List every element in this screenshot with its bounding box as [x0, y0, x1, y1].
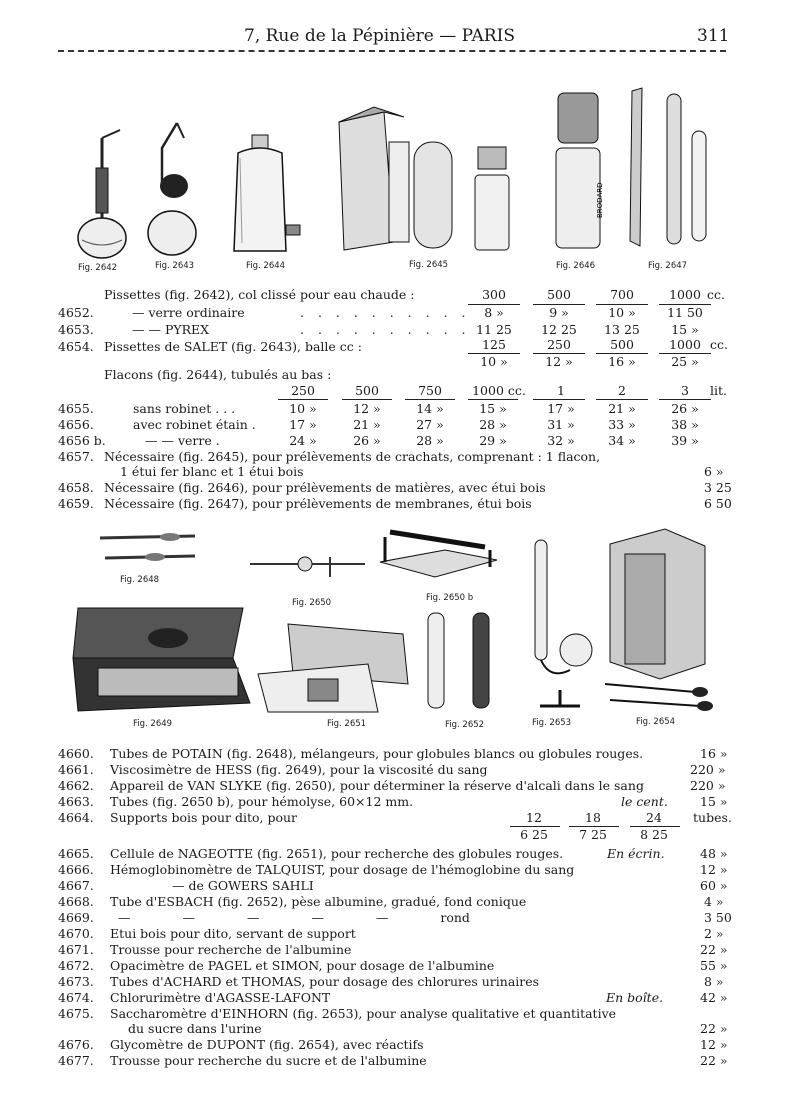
item-text-continued: 1 étui fer blanc et 1 étui bois [120, 464, 304, 479]
illustration-pissette-2643 [142, 118, 202, 258]
price: 32 » [547, 433, 575, 448]
item-text: Trousse pour recherche du sucre et de l'albumine [110, 1053, 427, 1068]
pissettes-heading: Pissettes (fig. 2642), col clissé pour eau chaude : [104, 287, 415, 302]
item-number: 4661. [58, 762, 94, 777]
item-number: 4653. [58, 322, 94, 337]
price: 29 » [479, 433, 507, 448]
item-number: 4672. [58, 958, 94, 973]
item-number: 4663. [58, 794, 94, 809]
item-price: 60 » [700, 878, 728, 893]
item-note: En boîte. [606, 990, 664, 1005]
size-col: 1 [557, 383, 565, 398]
price: 11 25 [476, 322, 512, 337]
flacons-heading: Flacons (fig. 2644), tubulés au bas : [104, 367, 332, 382]
fig-caption-2652: Fig. 2652 [445, 720, 485, 730]
price: 10 » [480, 354, 508, 369]
size-col: 3 [681, 383, 689, 398]
size-col: 500 [547, 287, 571, 302]
item-price: 220 » [690, 778, 726, 793]
price: 16 » [608, 354, 636, 369]
page-header-address: 7, Rue de la Pépinière — PARIS [244, 26, 515, 46]
fig-caption-2648: Fig. 2648 [120, 575, 160, 585]
fig-caption-2650: Fig. 2650 [292, 598, 332, 608]
item-price: 4 » [704, 894, 724, 909]
illustration-viscosimetre-2649 [58, 603, 258, 713]
fig-caption-2653: Fig. 2653 [532, 718, 572, 728]
fig-caption-2645: Fig. 2645 [409, 260, 449, 270]
illustration-support-2650b [375, 522, 500, 582]
item-text: Trousse pour recherche de l'albumine [110, 942, 352, 957]
underline [468, 399, 518, 400]
item-text: Etui bois pour dito, servant de support [110, 926, 356, 941]
fig-caption-2654: Fig. 2654 [636, 717, 676, 727]
item-price: 15 » [700, 794, 728, 809]
fig-caption-2643: Fig. 2643 [155, 261, 195, 271]
size-unit: lit. [710, 383, 727, 398]
item-text: — de GOWERS SAHLI [172, 878, 314, 893]
size-col: 125 [482, 337, 506, 352]
price: 12 » [353, 401, 381, 416]
item-price: 3 25 [704, 480, 732, 495]
underline [278, 399, 328, 400]
underline [405, 399, 455, 400]
price: 11 50 [667, 305, 703, 320]
item-number: 4662. [58, 778, 94, 793]
item-price: 2 » [704, 926, 724, 941]
item-number: 4666. [58, 862, 94, 877]
price: 8 25 [640, 827, 668, 842]
price: 38 » [671, 417, 699, 432]
size-col: 12 [526, 810, 542, 825]
item-price: 48 » [700, 846, 728, 861]
illustration-tubes-potain-2648 [100, 530, 200, 570]
item-note: le cent. [621, 794, 668, 809]
illustration-van-slyke-2650 [250, 552, 370, 582]
brodard-label: BRODARD [596, 182, 604, 218]
item-number: 4654. [58, 339, 94, 354]
size-unit: cc. [710, 337, 728, 352]
item-number: 4669. [58, 910, 94, 925]
item-text: Tubes de POTAIN (fig. 2648), mélangeurs, pour globules blancs ou globules rouges. [110, 746, 644, 761]
item-number: 4667. [58, 878, 94, 893]
item-label: Pissettes de SALET (fig. 2643), balle cc : [104, 339, 362, 354]
item-number: 4668. [58, 894, 94, 909]
size-col: 1000 [669, 337, 701, 352]
illustration-saccharometre-2653 [530, 540, 605, 710]
fig-caption-2646: Fig. 2646 [556, 261, 596, 271]
leader-dots: . . . . . . . . . . [300, 305, 471, 320]
price: 28 » [479, 417, 507, 432]
price: 27 » [416, 417, 444, 432]
price: 17 » [289, 417, 317, 432]
item-price: 22 » [700, 1021, 728, 1036]
illustration-necessaire-2647 [622, 86, 717, 256]
price: 10 » [608, 305, 636, 320]
item-label: sans robinet . . . [133, 401, 236, 416]
size-col: 24 [646, 810, 662, 825]
item-text: Appareil de VAN SLYKE (fig. 2650), pour déterminer la réserve d'alcali dans le sang [110, 778, 644, 793]
item-number: 4658. [58, 480, 94, 495]
size-unit: tubes. [693, 810, 732, 825]
price: 31 » [547, 417, 575, 432]
size-col: 250 [547, 337, 571, 352]
header-rule [58, 50, 726, 52]
size-col: 1000 cc. [472, 383, 526, 398]
size-col: 2 [618, 383, 626, 398]
size-col: 500 [355, 383, 379, 398]
item-number: 4677. [58, 1053, 94, 1068]
item-number: 4673. [58, 974, 94, 989]
item-number: 4656. [58, 417, 94, 432]
item-number: 4670. [58, 926, 94, 941]
illustration-pissette-2642 [72, 128, 132, 258]
size-col: 700 [610, 287, 634, 302]
item-price: 3 50 [704, 910, 732, 925]
item-number: 4655. [58, 401, 94, 416]
price: 21 » [353, 417, 381, 432]
size-col: 250 [291, 383, 315, 398]
item-text: Opacimètre de PAGEL et SIMON, pour dosage de l'albumine [110, 958, 495, 973]
item-number: 4676. [58, 1037, 94, 1052]
price: 10 » [289, 401, 317, 416]
fig-caption-2650b: Fig. 2650 b [426, 593, 474, 603]
price: 34 » [608, 433, 636, 448]
item-number: 4657. [58, 449, 94, 464]
price: 14 » [416, 401, 444, 416]
size-col: 18 [585, 810, 601, 825]
price: 33 » [608, 417, 636, 432]
item-price: 8 » [704, 974, 724, 989]
size-col: 750 [418, 383, 442, 398]
illustration-tube-esbach-2652 [423, 608, 498, 713]
item-number: 4652. [58, 305, 94, 320]
leader-dots: . . . . . . . . . . [300, 322, 471, 337]
size-col: 1000 [669, 287, 701, 302]
underline [596, 399, 648, 400]
item-number: 4665. [58, 846, 94, 861]
item-price: 42 » [700, 990, 728, 1005]
item-text: Cellule de NAGEOTTE (fig. 2651), pour recherche des globules rouges. [110, 846, 564, 861]
page-number: 311 [697, 26, 730, 46]
item-text: Tube d'ESBACH (fig. 2652), pèse albumine, gradué, fond conique [110, 894, 527, 909]
price: 12 » [545, 354, 573, 369]
item-text: Nécessaire (fig. 2647), pour prélèvements de membranes, étui bois [104, 496, 532, 511]
price: 24 » [289, 433, 317, 448]
item-price: 6 50 [704, 496, 732, 511]
item-text: Saccharomètre d'EINHORN (fig. 2653), pour analyse qualitative et quantitative [110, 1006, 617, 1021]
fig-caption-2642: Fig. 2642 [78, 263, 118, 273]
item-price: 22 » [700, 1053, 728, 1068]
item-price: 12 » [700, 862, 728, 877]
price: 6 25 [520, 827, 548, 842]
underline [342, 399, 392, 400]
price: 8 » [484, 305, 504, 320]
price: 26 » [671, 401, 699, 416]
illustration-flacon-2644 [230, 133, 305, 258]
fig-caption-2647: Fig. 2647 [648, 261, 688, 271]
item-price: 6 » [704, 464, 724, 479]
item-number: 4674. [58, 990, 94, 1005]
item-text-continued: du sucre dans l'urine [128, 1021, 262, 1036]
underline [659, 399, 711, 400]
item-number: 4660. [58, 746, 94, 761]
item-number: 4659. [58, 496, 94, 511]
price: 21 » [608, 401, 636, 416]
item-label: — — verre . [145, 433, 220, 448]
illustration-glycometre-2654 [605, 524, 715, 709]
item-number: 4656 b. [58, 433, 106, 448]
item-text: Viscosimètre de HESS (fig. 2649), pour la viscosité du sang [110, 762, 488, 777]
item-number: 4675. [58, 1006, 94, 1021]
item-text: Chlorurimètre d'AGASSE-LAFONT [110, 990, 331, 1005]
fig-caption-2644: Fig. 2644 [246, 261, 286, 271]
item-price: 220 » [690, 762, 726, 777]
size-col: 300 [482, 287, 506, 302]
item-text: Glycomètre de DUPONT (fig. 2654), avec réactifs [110, 1037, 424, 1052]
price: 9 » [549, 305, 569, 320]
item-price: 55 » [700, 958, 728, 973]
price: 28 » [416, 433, 444, 448]
price: 26 » [353, 433, 381, 448]
fig-caption-2651: Fig. 2651 [327, 719, 367, 729]
size-unit: cc. [707, 287, 725, 302]
item-label: — — PYREX [132, 322, 210, 337]
item-price: 22 » [700, 942, 728, 957]
item-text: Hémoglobinomètre de TALQUIST, pour dosage de l'hémoglobine du sang [110, 862, 575, 877]
price: 17 » [547, 401, 575, 416]
size-col: 500 [610, 337, 634, 352]
price: 15 » [479, 401, 507, 416]
price: 12 25 [541, 322, 577, 337]
price: 15 » [671, 322, 699, 337]
fig-caption-2649: Fig. 2649 [133, 719, 173, 729]
illustration-necessaire-2646 [548, 88, 618, 258]
price: 25 » [671, 354, 699, 369]
item-text: Tubes (fig. 2650 b), pour hémolyse, 60×12 mm. [110, 794, 414, 809]
item-label: — verre ordinaire [132, 305, 245, 320]
price: 7 25 [579, 827, 607, 842]
item-label: avec robinet étain . [133, 417, 256, 432]
item-price: 12 » [700, 1037, 728, 1052]
illustration-cellule-nageotte-2651 [258, 624, 408, 714]
price: 13 25 [604, 322, 640, 337]
item-price: 16 » [700, 746, 728, 761]
item-text: Tubes d'ACHARD et THOMAS, pour dosage des chlorures urinaires [110, 974, 540, 989]
underline [533, 399, 585, 400]
item-text: — — — — — rond [118, 910, 470, 925]
illustration-necessaire-2645 [334, 102, 469, 257]
item-number: 4671. [58, 942, 94, 957]
illustration-flacon-2645 [472, 145, 512, 255]
item-text: Supports bois pour dito, pour [110, 810, 298, 825]
item-text: Nécessaire (fig. 2645), pour prélèvements de crachats, comprenant : 1 flacon, [104, 449, 601, 464]
item-text: Nécessaire (fig. 2646), pour prélèvements de matières, avec étui bois [104, 480, 546, 495]
price: 39 » [671, 433, 699, 448]
item-note: En écrin. [607, 846, 665, 861]
item-number: 4664. [58, 810, 94, 825]
